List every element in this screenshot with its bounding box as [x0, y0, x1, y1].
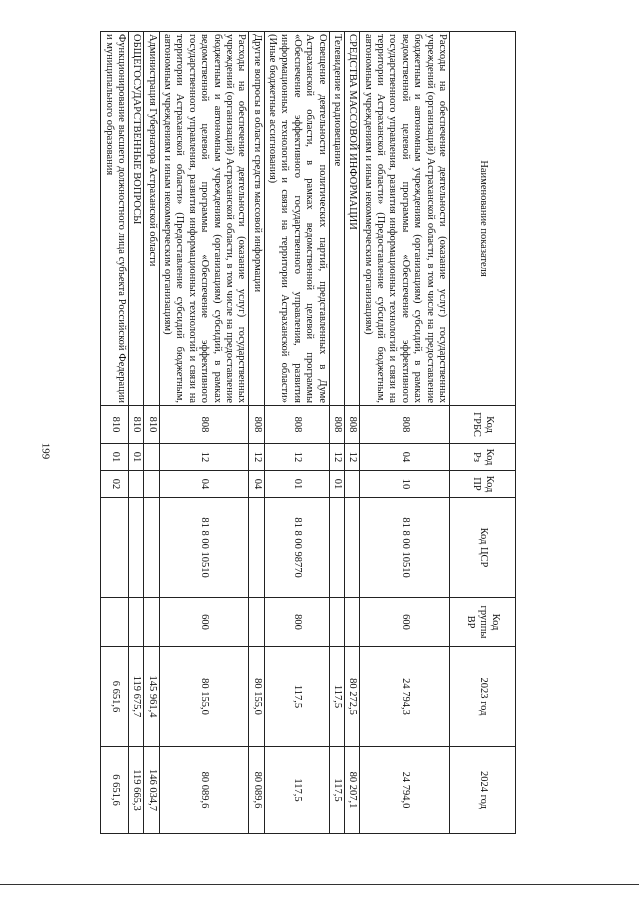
cell-pr — [345, 471, 360, 498]
cell-vr — [329, 598, 344, 647]
cell-rz: 01 — [129, 444, 144, 471]
cell-vr — [345, 598, 360, 647]
header-pr: Код ПР — [450, 471, 516, 498]
cell-grbs: 810 — [144, 406, 159, 444]
table-row — [249, 32, 264, 834]
cell-csr: 81 8 00 10510 — [360, 498, 450, 598]
cell-name: ОБЩЕГОСУДАРСТВЕННЫЕ ВОПРОСЫ — [129, 32, 144, 406]
cell-name: СРЕДСТВА МАССОВОЙ ИНФОРМАЦИИ — [345, 32, 360, 406]
cell-pr: 04 — [159, 471, 249, 498]
cell-name: Расходы на обеспечение деятельности (оказание услуг) государственных учреждений (организаций) Астраханской области, в том числе на предоставление бюджетным и автономным учреждениям (организациям) субсидий, в рамках ведомственной целевой программы «Обеспечение эффективного государственного управления, развития информационных технологий и связи на территории Астраханской области» (Предоставление субсидий бюджетным, автономным учреждениям и иным некоммерческим организациям) — [159, 32, 249, 406]
cell-y2024: 80 089,6 — [159, 747, 249, 834]
table-header-row — [450, 32, 516, 834]
cell-y2023: 6 651,6 — [101, 647, 129, 747]
cell-grbs: 808 — [345, 406, 360, 444]
cell-name: Расходы на обеспечение деятельности (оказание услуг) государственных учреждений (организаций) Астраханской области, в том числе на предоставление бюджетным и автономным учреждениям (организациям) субсидий, в рамках ведомственной целевой программы «Обеспечение эффективного государственного управления, развития информационных технологий и связи на территории Астраханской области» (Предоставление субсидий бюджетным, автономным учреждениям и иным некоммерческим организациям) — [360, 32, 450, 406]
cell-y2024: 146 034,7 — [144, 747, 159, 834]
header-2024: 2024 год — [450, 747, 516, 834]
cell-csr: 81 8 00 98770 — [264, 498, 329, 598]
cell-rz: 01 — [101, 444, 129, 471]
cell-csr — [329, 498, 344, 598]
cell-vr — [144, 598, 159, 647]
cell-y2023: 117,5 — [329, 647, 344, 747]
cell-y2024: 117,5 — [264, 747, 329, 834]
table-row — [345, 32, 360, 834]
cell-pr: 01 — [329, 471, 344, 498]
cell-y2024: 119 665,3 — [129, 747, 144, 834]
budget-table — [100, 31, 516, 834]
header-grbs: Код ГРБС — [450, 406, 516, 444]
table-row — [264, 32, 329, 834]
cell-rz: 12 — [329, 444, 344, 471]
cell-pr — [144, 471, 159, 498]
cell-pr: 01 — [264, 471, 329, 498]
cell-grbs: 808 — [249, 406, 264, 444]
cell-grbs: 808 — [159, 406, 249, 444]
page-bottom-rule — [0, 884, 639, 885]
cell-y2023: 117,5 — [264, 647, 329, 747]
table-row — [159, 32, 249, 834]
cell-pr: 10 — [360, 471, 450, 498]
cell-name: Другие вопросы в области средств массовой информации — [249, 32, 264, 406]
cell-vr: 800 — [264, 598, 329, 647]
cell-y2023: 80 155,0 — [249, 647, 264, 747]
cell-y2024: 6 651,6 — [101, 747, 129, 834]
cell-pr: 04 — [249, 471, 264, 498]
cell-csr — [249, 498, 264, 598]
cell-grbs: 810 — [101, 406, 129, 444]
cell-rz: 04 — [360, 444, 450, 471]
header-rz: Код Рз — [450, 444, 516, 471]
cell-rz — [144, 444, 159, 471]
cell-csr — [345, 498, 360, 598]
cell-rz: 12 — [264, 444, 329, 471]
cell-csr — [129, 498, 144, 598]
header-2023: 2023 год — [450, 647, 516, 747]
cell-pr — [129, 471, 144, 498]
cell-vr — [249, 598, 264, 647]
cell-grbs: 810 — [129, 406, 144, 444]
table-row — [360, 32, 450, 834]
cell-y2023: 24 794,3 — [360, 647, 450, 747]
cell-name: Функционирование высшего должностного лица субъекта Российской Федерации и муниципального образования — [101, 32, 129, 406]
cell-csr — [144, 498, 159, 598]
cell-csr: 81 8 00 10510 — [159, 498, 249, 598]
cell-y2023: 145 961,4 — [144, 647, 159, 747]
cell-rz: 12 — [159, 444, 249, 471]
cell-grbs: 808 — [329, 406, 344, 444]
table-row — [144, 32, 159, 834]
cell-name: Телевидение и радиовещание — [329, 32, 344, 406]
table-row — [129, 32, 144, 834]
header-csr: Код ЦСР — [450, 498, 516, 598]
cell-y2023: 80 155,0 — [159, 647, 249, 747]
cell-grbs: 808 — [264, 406, 329, 444]
cell-vr: 600 — [360, 598, 450, 647]
cell-vr — [101, 598, 129, 647]
cell-y2024: 24 794,0 — [360, 747, 450, 834]
cell-y2024: 80 089,6 — [249, 747, 264, 834]
cell-name: Администрация Губернатора Астраханской области — [144, 32, 159, 406]
cell-y2024: 117,5 — [329, 747, 344, 834]
header-name: Наименование показателя — [450, 32, 516, 406]
table-row — [329, 32, 344, 834]
cell-vr: 600 — [159, 598, 249, 647]
cell-pr: 02 — [101, 471, 129, 498]
cell-grbs: 808 — [360, 406, 450, 444]
cell-y2024: 80 207,1 — [345, 747, 360, 834]
cell-rz: 12 — [249, 444, 264, 471]
cell-csr — [101, 498, 129, 598]
page-number: 199 — [39, 442, 52, 460]
cell-y2023: 119 675,7 — [129, 647, 144, 747]
cell-name: Освещение деятельности политических партий, представленных в Думе Астраханской области, в рамках ведомственной целевой программы «Обеспечение эффективного государственного управления, развития информационных технологий и связи на территории Астраханской области» (Иные бюджетные ассигнования) — [264, 32, 329, 406]
cell-vr — [129, 598, 144, 647]
header-vr: Код группы ВР — [450, 598, 516, 647]
cell-rz: 12 — [345, 444, 360, 471]
cell-y2023: 80 272,5 — [345, 647, 360, 747]
rotated-table-area — [103, 31, 516, 833]
table-row — [101, 32, 129, 834]
